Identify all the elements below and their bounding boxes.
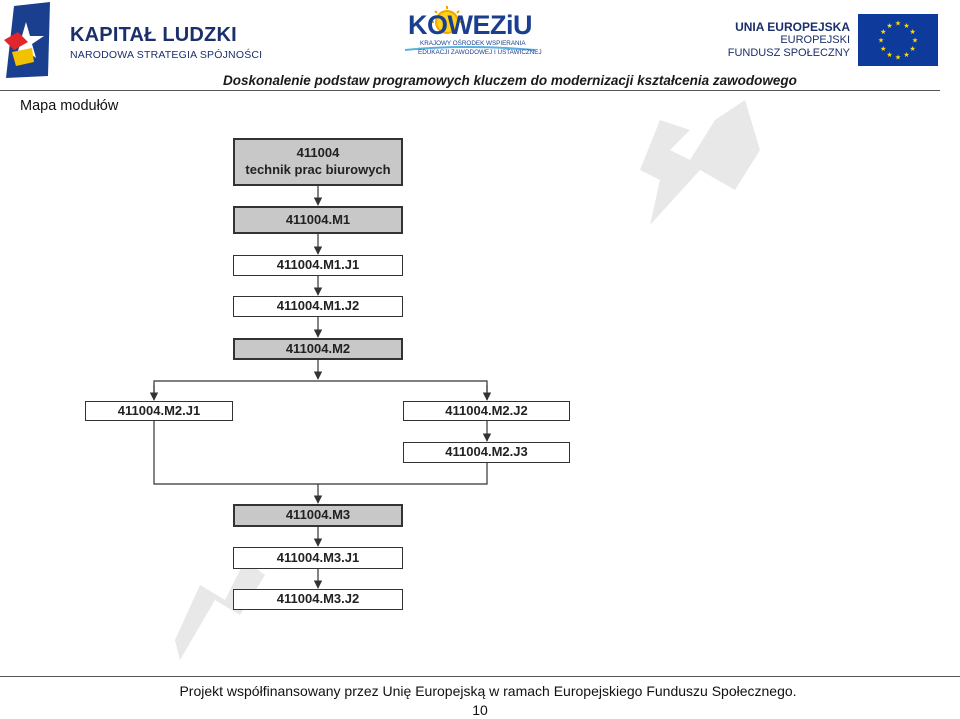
eu-star-icon: ★ (894, 54, 902, 62)
kowezu-name: KOWEZiU (408, 10, 532, 40)
eu-star-icon: ★ (886, 52, 893, 60)
eu-star-icon: ★ (903, 52, 910, 60)
footer-divider (0, 676, 960, 677)
branch-line (154, 381, 487, 399)
qualification-root-box (233, 138, 403, 186)
page-number: 10 (472, 702, 488, 718)
eu-star-icon: ★ (880, 29, 887, 36)
unit-m1-j1-box: 411004.M1.J1 (233, 255, 403, 276)
document-subtitle: Doskonalenie podstaw programowych kluczem do modernizacji kształcenia zawodowego (223, 73, 797, 88)
kapital-ludzki-subtitle: NARODOWA STRATEGIA SPÓJNOŚCI (70, 49, 263, 61)
footer-text (0, 683, 960, 699)
eu-star-icon: ★ (911, 37, 919, 45)
qualification-code: 411004 (296, 145, 340, 161)
module-m2-box: 411004.M2 (233, 338, 403, 360)
unit-m3-j1-box: 411004.M3.J1 (233, 547, 403, 569)
module-m3-box: 411004.M3 (233, 504, 403, 527)
eu-star-icon: ★ (894, 20, 902, 28)
kowezu-caption-line2: EDUKACJI ZAWODOWEJ I USTAWICZNEJ (418, 49, 542, 56)
eu-star-icon: ★ (877, 37, 885, 45)
kapital-ludzki-title: KAPITAŁ LUDZKI (70, 24, 237, 46)
kowezu-caption-line1: KRAJOWY OŚRODEK WSPIERANIA (420, 40, 526, 47)
section-label: Mapa modułów (20, 98, 119, 114)
eu-label-line2: EUROPEJSKI (780, 34, 850, 46)
unit-m3-j2-box: 411004.M3.J2 (233, 589, 403, 610)
unit-m2-j3-box: 411004.M2.J3 (403, 442, 570, 463)
eu-label-line1: UNIA EUROPEJSKA (735, 20, 850, 34)
eu-star-icon: ★ (909, 46, 916, 53)
eu-star-icon: ★ (886, 22, 893, 30)
unit-m1-j2-box: 411004.M1.J2 (233, 296, 403, 317)
unit-m2-j2-box: 411004.M2.J2 (403, 401, 570, 421)
eu-star-icon: ★ (903, 22, 910, 30)
eu-label-line3: FUNDUSZ SPOŁECZNY (727, 47, 850, 59)
eu-star-icon: ★ (909, 29, 916, 36)
qualification-name: technik prac biurowych (245, 162, 391, 177)
footer-text-content: Projekt współfinansowany przez Unię Europejską w ramach Europejskiego Funduszu Społecznego. (179, 683, 797, 699)
eu-star-icon: ★ (880, 46, 887, 53)
unit-m2-j1-box: 411004.M2.J1 (85, 401, 233, 421)
module-m1-box: 411004.M1 (233, 206, 403, 234)
